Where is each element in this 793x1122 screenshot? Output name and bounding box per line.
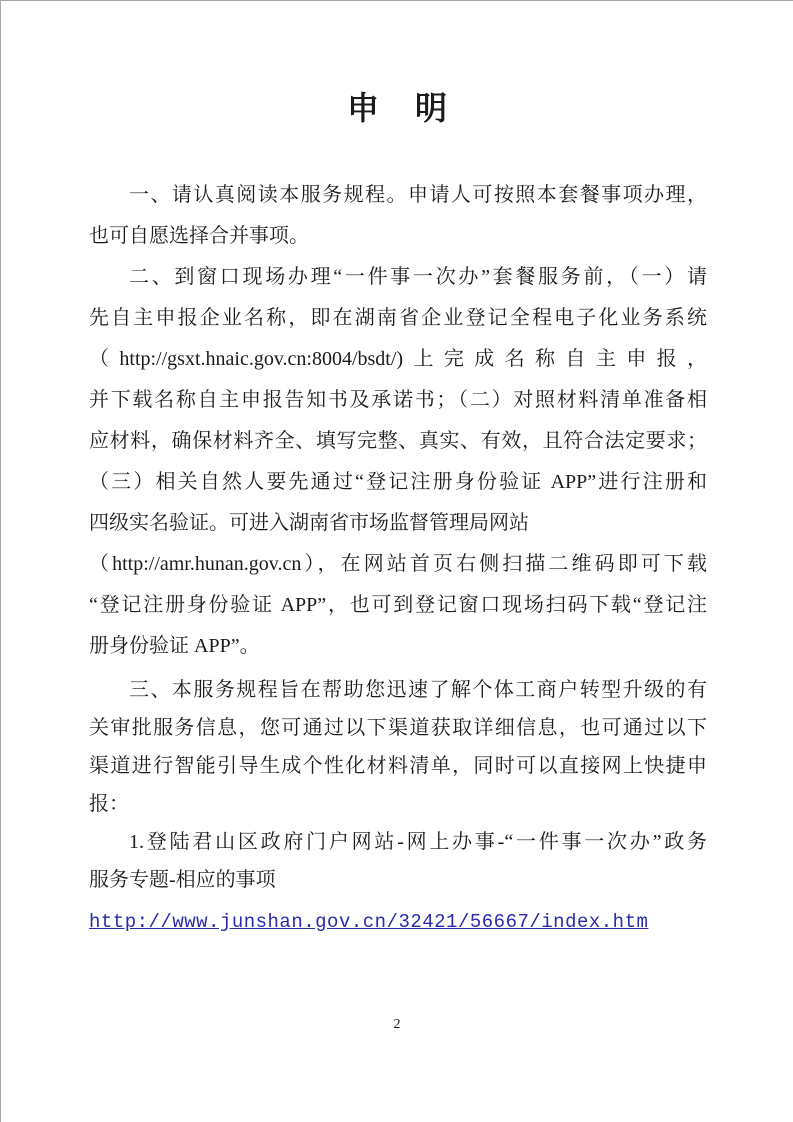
document-title: 申 明 xyxy=(346,90,449,126)
text-line: 关审批服务信息，您可通过以下渠道获取详细信息，也可通过以下 xyxy=(89,717,707,739)
text-line: 1.登陆君山区政府门户网站-网上办事-“一件事一次办”政务 xyxy=(129,831,707,853)
text-line: 也可自愿选择合并事项。 xyxy=(89,225,309,247)
text-line: 册身份验证 APP”。 xyxy=(89,635,260,657)
text-line: （http://amr.hunan.gov.cn），在网站首页右侧扫描二维码即可下载 xyxy=(89,553,707,575)
text-line: 一、请认真阅读本服务规程。申请人可按照本套餐事项办理， xyxy=(129,184,707,206)
text-line: （三）相关自然人要先通过“登记注册身份验证 APP”进行注册和 xyxy=(89,471,707,493)
junshan-url-link[interactable]: http://www.junshan.gov.cn/32421/56667/index.htm xyxy=(89,911,649,933)
text-line: 应材料，确保材料齐全、填写完整、真实、有效，且符合法定要求； xyxy=(89,430,707,452)
text-line: 先自主申报企业名称，即在湖南省企业登记全程电子化业务系统 xyxy=(89,307,707,329)
text-line: 并下载名称自主申报告知书及承诺书；（二）对照材料清单准备相 xyxy=(89,389,707,411)
body-lines xyxy=(89,175,707,941)
text-line: 服务专题-相应的事项 xyxy=(89,869,276,891)
document-content xyxy=(89,1,707,941)
text-line: 三、本服务规程旨在帮助您迅速了解个体工商户转型升级的有 xyxy=(129,679,707,701)
link-line xyxy=(89,903,707,941)
page-number: 2 xyxy=(393,1017,401,1032)
text-line: 渠道进行智能引导生成个性化材料清单，同时可以直接网上快捷申 xyxy=(89,755,707,777)
text-line: 二、到窗口现场办理“一件事一次办”套餐服务前，（一）请 xyxy=(129,266,707,288)
text-line: 报： xyxy=(89,793,129,815)
text-line: 四级实名验证。可进入湖南省市场监督管理局网站 xyxy=(89,512,529,534)
text-line: “登记注册身份验证 APP”，也可到登记窗口现场扫码下载“登记注 xyxy=(89,594,707,616)
text-line: （http://gsxt.hnaic.gov.cn:8004/bsdt/)上完成名称自主申报， xyxy=(89,348,707,370)
